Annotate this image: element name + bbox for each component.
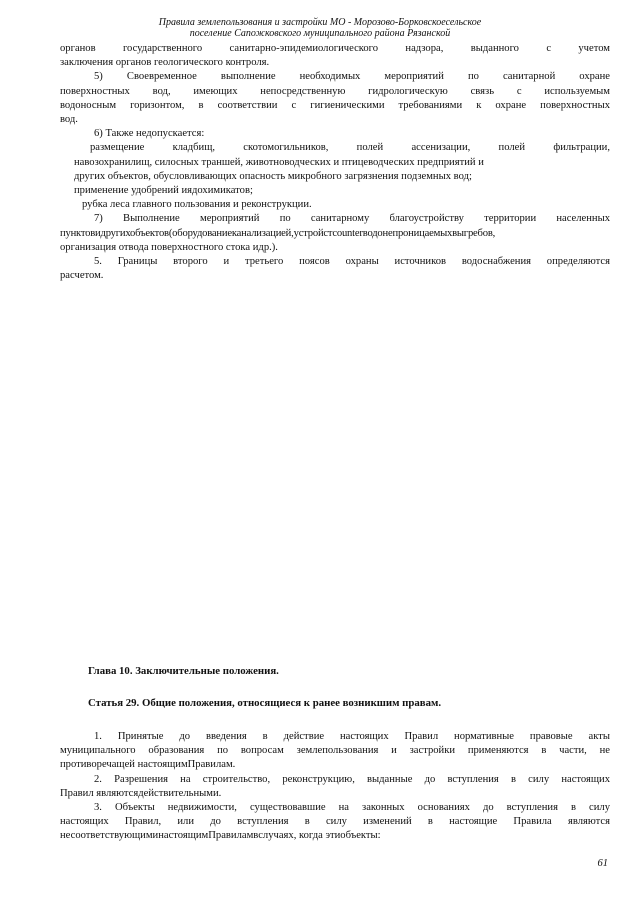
text-line: поверхностных вод, имеющих непосредственную гидрологическую связь с используемым xyxy=(60,85,610,97)
bottom-text-block xyxy=(60,730,610,844)
text-line: вод. xyxy=(60,114,78,126)
text-line: водоносным горизонтом, в соответствии с гигиеническими требованиями к охране поверхностных xyxy=(60,99,610,111)
text-line: несоответствующиминастоящимПравиламвслучаях, когда этиобъекты: xyxy=(60,830,381,842)
text-line: 2. Разрешения на строительство, реконструкцию, выданные до вступления в силу настоящих xyxy=(94,773,610,785)
text-line: органов государственного санитарно-эпидемиологического надзора, выданного с учетом xyxy=(60,43,610,54)
text-line: 3. Объекты недвижимости, существовавшие на законных основаниях до вступления в силу xyxy=(94,802,610,814)
text-line: противоречащей настоящимПравилам. xyxy=(60,759,236,771)
header-line-2: поселение Сапожковского муниципального района Рязанской xyxy=(189,28,451,39)
text-line: 6) Также недопускается: xyxy=(94,128,205,140)
text-line: организация отвода поверхностного стока идр.). xyxy=(60,241,278,253)
chapter-heading: Глава 10. Заключительные положения. xyxy=(88,665,279,677)
text-line: пунктовидругихобъектов(оборудованиеканализацией,устройстcounterводонепроницаемыхвыгребов, xyxy=(60,227,496,239)
text-line: применение удобрений иядохимикатов; xyxy=(74,185,253,197)
header-line-1: Правила землепользования и застройки МО - Морозово-Борковскоесельское xyxy=(158,17,482,28)
text-line: навозохранилищ, силосных траншей, животноводческих и птицеводческих предприятий и xyxy=(74,156,484,168)
text-line: 5. Границы второго и третьего поясов охраны источников водоснабжения определяются xyxy=(94,256,610,268)
text-line: 1. Принятые до введения в действие настоящих Правил нормативные правовые акты xyxy=(94,731,610,742)
text-line: 7) Выполнение мероприятий по санитарному благоустройству территории населенных xyxy=(94,213,610,225)
article-heading: Статья 29. Общие положения, относящиеся к ранее возникшим правам. xyxy=(88,697,442,709)
running-header xyxy=(0,17,640,39)
text-line: рубка леса главного пользования и реконструкции. xyxy=(82,199,312,211)
text-line: расчетом. xyxy=(60,270,104,282)
top-text-block xyxy=(60,42,610,283)
text-line: настоящих Правил, или до вступления в силу изменений в настоящие Правила являются xyxy=(60,816,610,828)
text-line: размещение кладбищ, скотомогильников, полей ассенизации, полей фильтрации, xyxy=(90,142,610,154)
page-number: 61 xyxy=(597,858,608,869)
text-line: других объектов, обусловливающих опасность микробного загрязнения подземных вод; xyxy=(74,170,472,182)
text-line: 5) Своевременное выполнение необходимых мероприятий по санитарной охране xyxy=(94,71,610,83)
text-line: Правил являютсядействительными. xyxy=(60,787,222,799)
text-line: муниципального образования по вопросам землепользования и застройки применяются в части, не xyxy=(60,745,610,757)
text-line: заключения органов геологического контроля. xyxy=(60,57,270,69)
